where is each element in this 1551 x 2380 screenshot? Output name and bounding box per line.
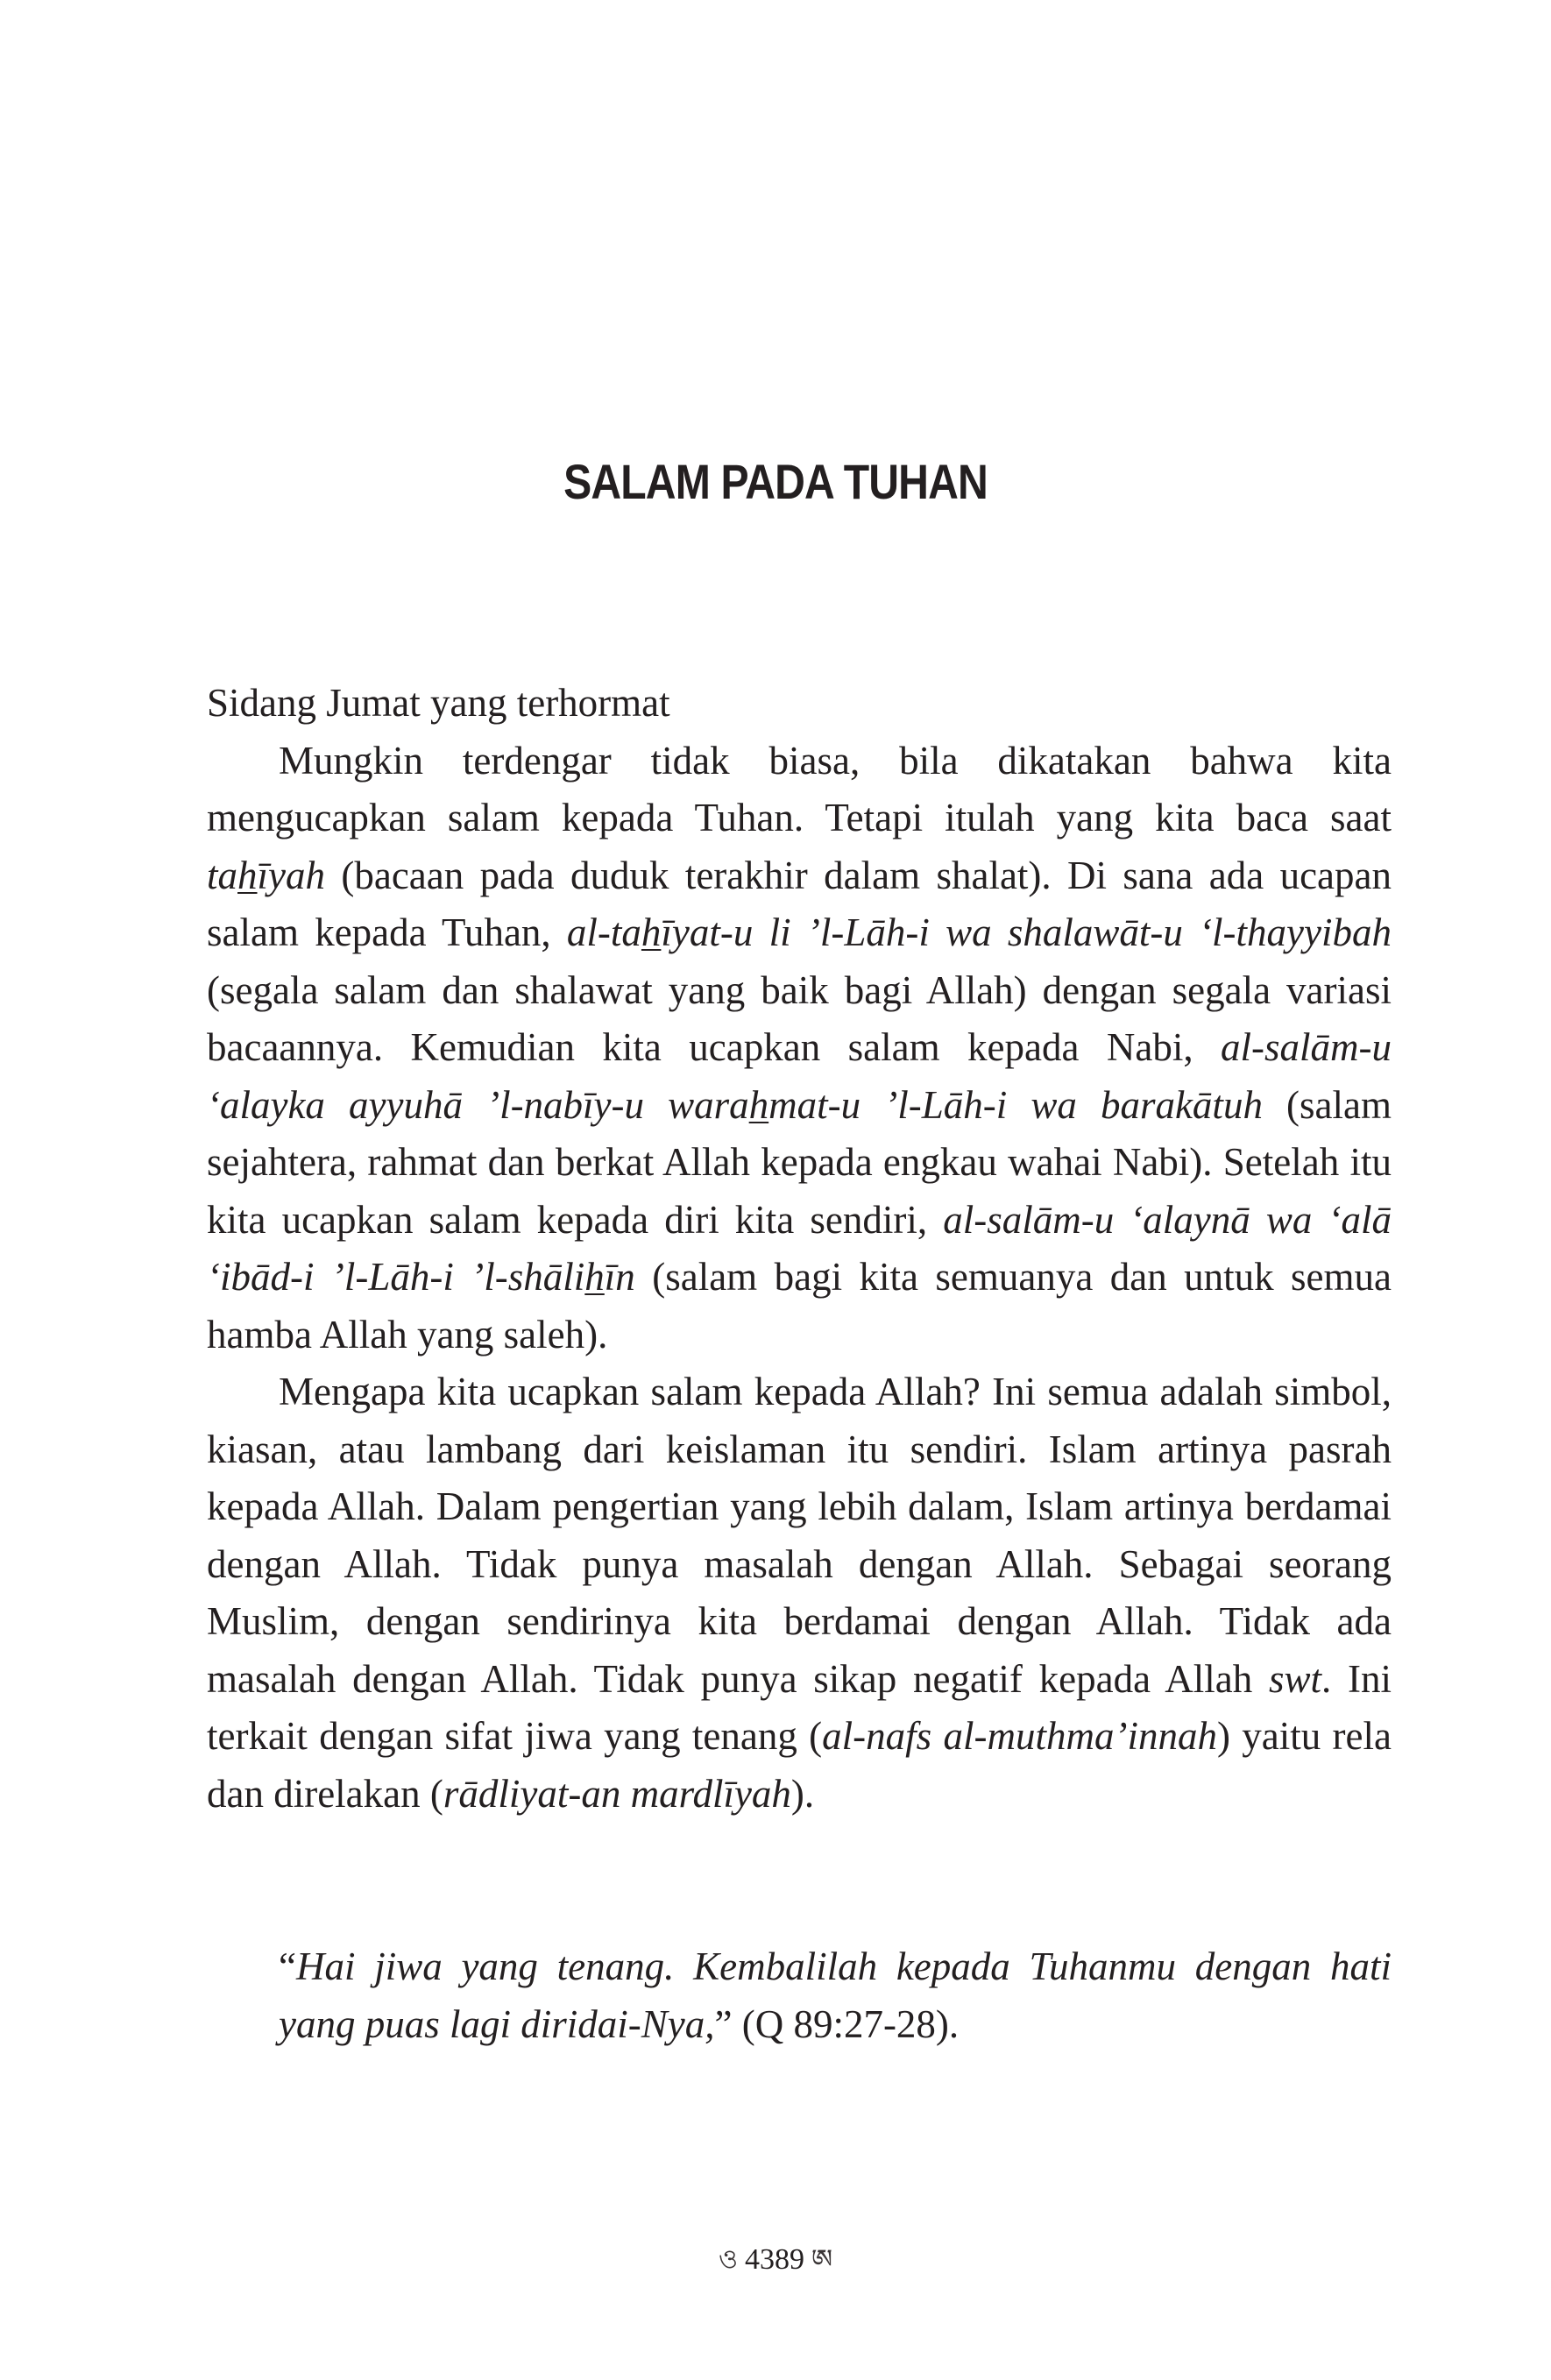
- ornament-right-icon: ཨ: [811, 2245, 833, 2274]
- quote-open-mark: “: [279, 1944, 296, 1988]
- arabic-phrase: [567, 910, 1392, 954]
- text-run: ) yaitu rela dan direlakan (: [207, 1714, 1392, 1816]
- text-run: Mengapa kita ucapkan salam kepada Allah? Ini semua adalah simbol, kiasan, atau lambang dari keislaman itu sendiri. Islam artinya pasrah kepada Allah. Dalam pengertian yang lebih dalam, Islam artinya berdamai dengan Allah. Tidak punya masalah dengan Allah. Sebagai seorang Muslim, dengan sendirinya kita berdamai dengan Allah. Tidak ada masalah dengan Allah. Tidak punya sikap negatif kepada Allah: [207, 1370, 1392, 1701]
- term-part: ta: [207, 853, 238, 897]
- term-part: mat-u ’l-Lāh-i wa barakātuh: [768, 1082, 1263, 1127]
- quote-text: Hai jiwa yang tenang. Kembalilah kepada Tuhanmu dengan hati yang puas lagi diridai-Nya,: [279, 1944, 1392, 2046]
- quote-citation: ” (Q 89:27-28).: [714, 2001, 960, 2046]
- text-run: (bacaan pada duduk terakhir dalam shalat). Di sana ada ucapan salam kepada Tuhan,: [207, 853, 1392, 954]
- term-part: al-ta: [566, 910, 641, 954]
- quran-quote: [279, 1938, 1392, 2053]
- term-part: īn: [604, 1255, 635, 1299]
- text-run: (salam sejahtera, rahmat dan berkat Allah kepada engkau wahai Nabi). Setelah itu kita ucapkan salam kepada diri kita sendiri,: [207, 1082, 1392, 1242]
- text-run: Mungkin terdengar tidak biasa, bila dikatakan bahwa kita mengucapkan salam kepada Tuhan. Tetapi itulah yang kita baca saat: [207, 738, 1392, 839]
- arabic-term: rādliyat-an mardlīyah: [443, 1771, 791, 1816]
- paragraph-1: [207, 733, 1392, 1364]
- term-underlined-letter: h: [584, 1255, 605, 1299]
- text-run: ).: [790, 1771, 815, 1816]
- page-number: 4389: [745, 2243, 805, 2276]
- text-run: . Ini terkait dengan sifat jiwa yang tenang (: [207, 1656, 1392, 1758]
- term-part: īyah: [257, 853, 325, 897]
- text-run: (salam bagi kita semuanya dan untuk semua hamba Allah yang saleh).: [207, 1255, 1392, 1356]
- paragraph-2: [207, 1364, 1392, 1823]
- term-underlined-letter: h: [237, 853, 258, 897]
- salutation: Sidang Jumat yang terhormat: [207, 681, 670, 725]
- page-title: SALAM PADA TUHAN: [563, 453, 988, 509]
- term-underlined-letter: h: [641, 910, 662, 954]
- page-number-footer: [0, 2245, 1551, 2275]
- term-part: al-salām-u ‘alaynā wa ‘alā ‘ibād-i ’l-Lāh-i ’l-shāli: [207, 1197, 1392, 1299]
- body-text: [207, 675, 1392, 1823]
- arabic-term: [207, 854, 325, 897]
- term-underlined-letter: h: [748, 1082, 769, 1127]
- ornament-left-icon: ও: [718, 2245, 739, 2274]
- term-part: īyat-u li ’l-Lāh-i wa shalawāt-u ‘l-thayyibah: [661, 910, 1392, 954]
- term-part: al-salām-u ‘alayka ayyuhā ’l-nabīy-u wara: [207, 1025, 1392, 1127]
- text-run: (segala salam dan shalawat yang baik bagi Allah) dengan segala variasi bacaannya. Kemudian kita ucapkan salam kepada Nabi,: [207, 967, 1392, 1069]
- arabic-term: al-nafs al-muthma’innah: [822, 1714, 1217, 1758]
- abbreviation: swt: [1269, 1656, 1322, 1701]
